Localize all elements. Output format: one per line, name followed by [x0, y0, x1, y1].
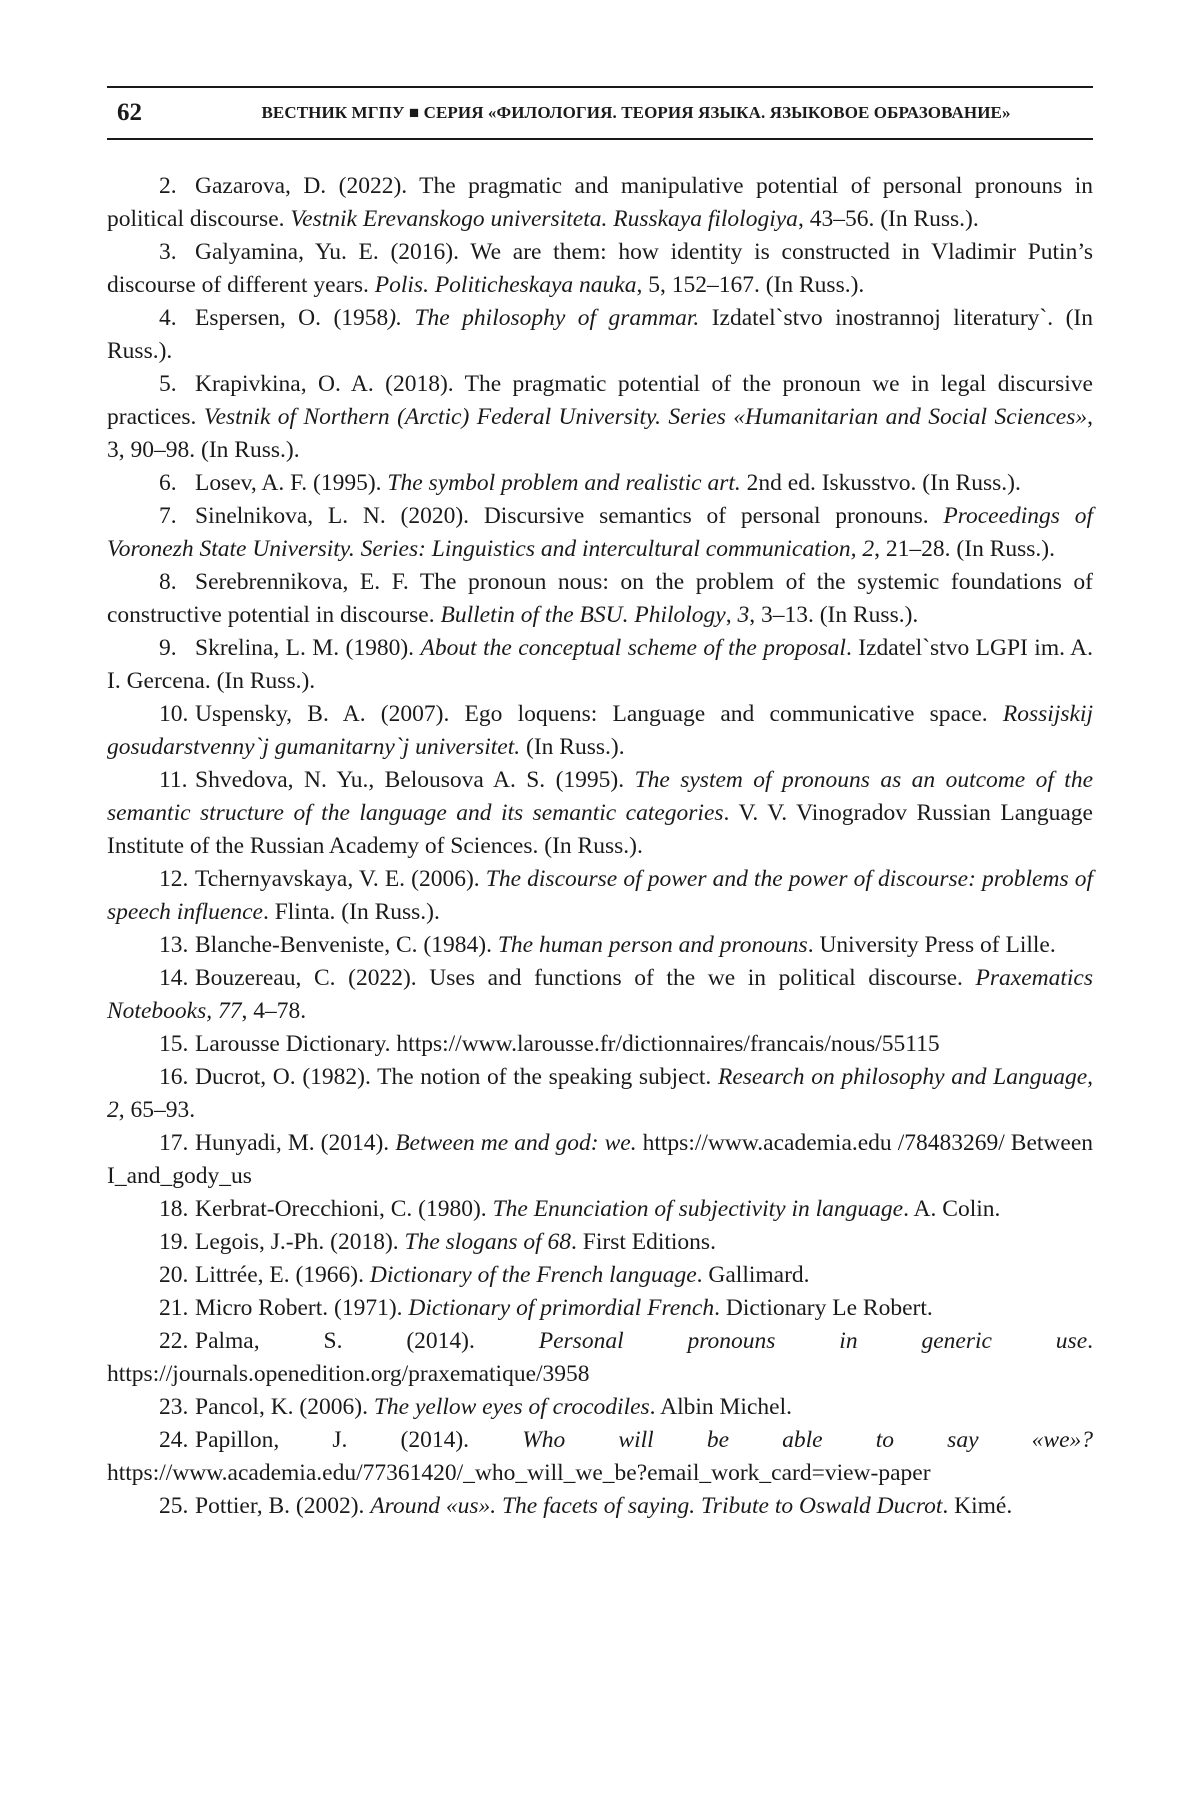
reference-text: Blanche-Benveniste, C. (1984). [195, 932, 498, 958]
reference-text: Larousse Dictionary. https://www.larousse.fr/dictionnaires/francais/nous/55115 [195, 1031, 940, 1057]
reference-text: . First Editions. [571, 1229, 716, 1255]
reference-number: 18. [159, 1196, 189, 1222]
reference-title: Rossijskij gosudarstvenny`j gumanitarny`j universitet. [107, 701, 1093, 760]
reference-text: Sinelnikova, L. N. (2020). Discursive semantics of personal pronouns. [195, 503, 944, 529]
reference-text: , [725, 602, 738, 628]
reference-number: 19. [159, 1229, 189, 1255]
reference-text: Pottier, B. (2002). [195, 1493, 371, 1519]
reference-number: 5. [159, 371, 177, 397]
reference-number: 3. [159, 239, 177, 265]
reference-item [107, 698, 1093, 764]
reference-number: 13. [159, 932, 189, 958]
reference-title: The Enunciation of subjectivity in language [492, 1196, 904, 1222]
reference-number: 6. [159, 470, 177, 496]
reference-number: 24. [159, 1427, 189, 1453]
reference-item [107, 170, 1093, 236]
reference-item [107, 929, 1093, 962]
reference-item [107, 863, 1093, 929]
reference-title: 3 [737, 602, 750, 628]
reference-number: 4. [159, 305, 177, 331]
reference-title: The symbol problem and realistic art. [387, 470, 741, 496]
reference-number: 8. [159, 569, 177, 595]
reference-text: . Kimé. [942, 1493, 1013, 1519]
reference-title: Polis. Politicheskaya nauka [374, 272, 637, 298]
reference-title: Between me and god: we. [395, 1130, 637, 1156]
reference-list [107, 170, 1093, 1523]
reference-title: Personal pronouns in generic use [538, 1328, 1088, 1354]
reference-item [107, 1424, 1093, 1490]
reference-text: Legois, J.-Ph. (2018). [195, 1229, 405, 1255]
reference-text: Serebrennikova, E. F. The pronoun nous: on the problem of the systemic foundations of constructive potential in discourse. [107, 569, 1093, 628]
reference-title: Around «us». The facets of saying. Tribute to Oswald Ducrot [370, 1493, 943, 1519]
running-header [107, 86, 1093, 140]
reference-text: . Gallimard. [696, 1262, 810, 1288]
reference-number: 10. [159, 701, 189, 727]
reference-title: Research on philosophy and Language, 2 [107, 1064, 1093, 1123]
reference-text: . A. Colin. [903, 1196, 1001, 1222]
reference-title: Dictionary of the French language [369, 1262, 697, 1288]
reference-item [107, 1325, 1093, 1391]
reference-title: Who will be able to say «we»? [522, 1427, 1094, 1453]
reference-title: Praxematics Notebooks, 77 [107, 965, 1093, 1024]
reference-number: 9. [159, 635, 177, 661]
reference-text: , 43–56. (In Russ.). [797, 206, 979, 232]
reference-number: 14. [159, 965, 189, 991]
reference-text: Uspensky, B. A. (2007). Ego loquens: Language and communicative space. [195, 701, 1003, 727]
reference-number: 12. [159, 866, 189, 892]
reference-text: Kerbrat-Orecchioni, C. (1980). [195, 1196, 493, 1222]
reference-text: Galyamina, Yu. E. (2016). We are them: how identity is constructed in Vladimir Putin’s discourse of different years. [107, 239, 1093, 298]
reference-text: , 4–78. [241, 998, 307, 1024]
reference-number: 21. [159, 1295, 189, 1321]
reference-text: Gazarova, D. (2022). The pragmatic and manipulative potential of personal pronouns in political discourse. [107, 173, 1093, 232]
reference-text: , 21–28. (In Russ.). [874, 536, 1055, 562]
reference-item [107, 1259, 1093, 1292]
reference-item [107, 467, 1093, 500]
reference-number: 25. [159, 1493, 189, 1519]
reference-text: Shvedova, N. Yu., Belousova A. S. (1995). [195, 767, 635, 793]
reference-item [107, 1226, 1093, 1259]
reference-text: , 65–93. [118, 1097, 196, 1123]
reference-text: Bouzereau, C. (2022). Uses and functions of the we in political discourse. [195, 965, 976, 991]
reference-text: Losev, A. F. (1995). [195, 470, 388, 496]
reference-item [107, 500, 1093, 566]
reference-text: . Dictionary Le Robert. [714, 1295, 933, 1321]
reference-item [107, 302, 1093, 368]
reference-title: The slogans of 68 [404, 1229, 572, 1255]
reference-title: Bulletin of the BSU. Philology [440, 602, 726, 628]
reference-title: The system of pronouns as an outcome of the semantic structure of the language and its semantic categories [107, 767, 1093, 826]
reference-item [107, 236, 1093, 302]
reference-item [107, 1127, 1093, 1193]
reference-number: 22. [159, 1328, 189, 1354]
reference-text: Skrelina, L. M. (1980). [195, 635, 421, 661]
reference-number: 7. [159, 503, 177, 529]
reference-item [107, 368, 1093, 467]
page-number: 62 [117, 99, 142, 126]
reference-title: Vestnik Erevanskogo universiteta. Russkaya filologiya [290, 206, 798, 232]
reference-text: Hunyadi, M. (2014). [195, 1130, 396, 1156]
reference-text: Tchernyavskaya, V. E. (2006). [195, 866, 486, 892]
reference-item [107, 764, 1093, 863]
reference-text: Littrée, E. (1966). [195, 1262, 370, 1288]
reference-text: https://www.academia.edu /78483269/ Between I_and_gody_us [107, 1130, 1094, 1189]
reference-number: 11. [159, 767, 188, 793]
reference-item [107, 632, 1093, 698]
reference-text: Palma, S. (2014). [195, 1328, 539, 1354]
reference-title: Proceedings of Voronezh State University. Series: Linguistics and intercultural communication, 2 [107, 503, 1093, 562]
reference-number: 15. [159, 1031, 189, 1057]
reference-number: 23. [159, 1394, 189, 1420]
reference-text: 2nd ed. Iskusstvo. (In Russ.). [740, 470, 1021, 496]
reference-title: ). The philosophy of grammar. [388, 305, 700, 331]
reference-text: , 5, 152–167. (In Russ.). [636, 272, 865, 298]
reference-text: , 3, 90–98. (In Russ.). [107, 404, 1093, 463]
reference-text: . Flinta. (In Russ.). [262, 899, 440, 925]
reference-item [107, 1292, 1093, 1325]
reference-text: . https://journals.openedition.org/praxematique/3958 [107, 1328, 1094, 1387]
reference-title: Vestnik of Northern (Arctic) Federal University. Series «Humanitarian and Social Sciences» [203, 404, 1088, 430]
reference-title: The discourse of power and the power of discourse: problems of speech influence [107, 866, 1093, 925]
reference-item [107, 1193, 1093, 1226]
reference-number: 17. [159, 1130, 189, 1156]
reference-text: Micro Robert. (1971). [195, 1295, 409, 1321]
reference-text: Krapivkina, O. A. (2018). The pragmatic potential of the pronoun we in legal discursive practices. [107, 371, 1093, 430]
running-title: ВЕСТНИК МГПУ ■ СЕРИЯ «ФИЛОЛОГИЯ. ТЕОРИЯ ЯЗЫКА. ЯЗЫКОВОЕ ОБРАЗОВАНИЕ» [261, 103, 1011, 122]
reference-text: https://www.academia.edu/77361420/_who_will_we_be?email_work_card=view-paper [107, 1460, 931, 1486]
reference-item [107, 1490, 1093, 1523]
reference-title: The yellow eyes of crocodiles [373, 1394, 650, 1420]
reference-text: Izdatel`stvo inostrannoj literatury`. (In Russ.). [107, 305, 1093, 364]
reference-title: About the conceptual scheme of the proposal [420, 635, 846, 661]
reference-text: Espersen, O. (1958 [195, 305, 389, 331]
reference-item [107, 1061, 1093, 1127]
reference-item [107, 962, 1093, 1028]
reference-title: The human person and pronouns [497, 932, 808, 958]
reference-text: . Izdatel`stvo LGPI im. A. I. Gercena. (In Russ.). [107, 635, 1093, 694]
reference-number: 16. [159, 1064, 189, 1090]
reference-title: Dictionary of primordial French [408, 1295, 715, 1321]
reference-text: Pancol, K. (2006). [195, 1394, 374, 1420]
reference-item [107, 566, 1093, 632]
reference-text: . V. V. Vinogradov Russian Language Institute of the Russian Academy of Sciences. (In Russ.). [107, 800, 1093, 859]
reference-text: Ducrot, O. (1982). The notion of the speaking subject. [195, 1064, 718, 1090]
reference-item [107, 1391, 1093, 1424]
reference-text: , 3–13. (In Russ.). [749, 602, 919, 628]
reference-number: 20. [159, 1262, 189, 1288]
reference-number: 2. [159, 173, 177, 199]
reference-item [107, 1028, 1093, 1061]
reference-text: (In Russ.). [520, 734, 625, 760]
reference-text: . University Press of Lille. [807, 932, 1056, 958]
reference-text: . Albin Michel. [649, 1394, 792, 1420]
reference-text: Papillon, J. (2014). [195, 1427, 523, 1453]
